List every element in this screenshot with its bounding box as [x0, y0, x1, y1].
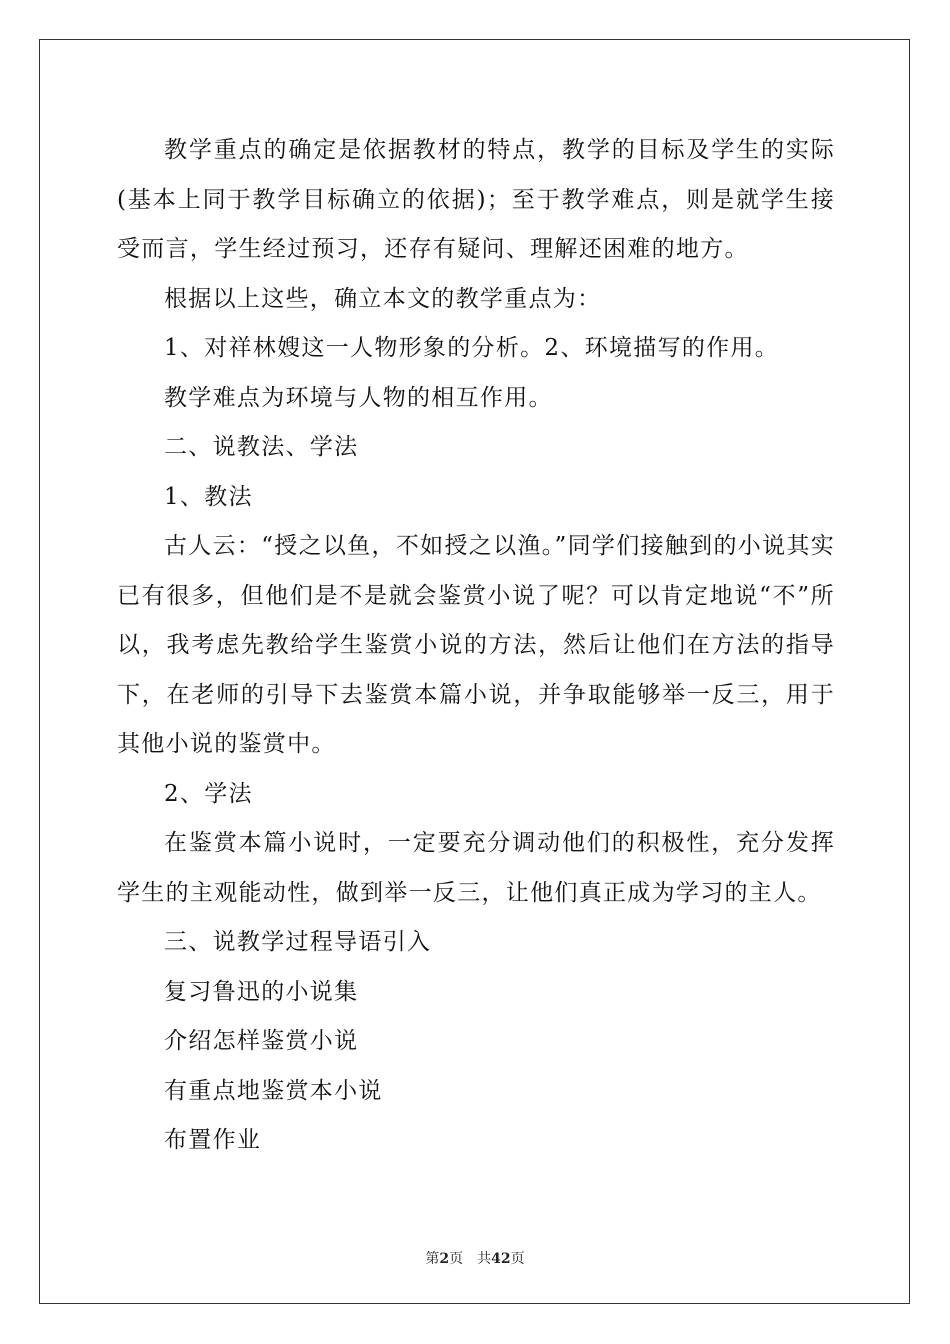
subsection-heading: 1、教法	[164, 483, 253, 510]
page-suffix: 页	[449, 1251, 464, 1267]
section-heading: 三、说教学过程导语引入	[164, 929, 432, 955]
list-item: 布置作业	[164, 1127, 262, 1153]
current-page-number: 2	[439, 1251, 450, 1267]
document-body	[117, 126, 835, 1166]
section-heading: 二、说教法、学法	[164, 434, 359, 460]
page-prefix: 第	[425, 1251, 440, 1267]
total-prefix: 共	[477, 1251, 492, 1267]
paragraph: 根据以上这些，确立本文的教学重点为：	[164, 285, 602, 312]
subsection-heading: 2、学法	[164, 780, 253, 807]
paragraph: 1、对祥林嫂这一人物形象的分析。2、环境描写的作用。	[164, 335, 780, 361]
list-item: 有重点地鉴赏本小说	[164, 1077, 383, 1104]
total-suffix: 页	[510, 1251, 525, 1267]
paragraph: 教学难点为环境与人物的相互作用。	[164, 384, 553, 411]
page-footer	[0, 1248, 950, 1268]
paragraph: 在鉴赏本篇小说时，一定要充分调动他们的积极性，充分发挥学生的主观能动性，做到举一反三，让他们真正成为学习的主人。	[117, 830, 835, 906]
total-pages-number: 42	[491, 1251, 511, 1267]
paragraph: 教学重点的确定是依据教材的特点，教学的目标及学生的实际(基本上同于教学目标确立的依据)；至于教学难点，则是就学生接受而言，学生经过预习，还存有疑问、理解还困难的地方。	[117, 137, 835, 262]
paragraph: 古人云：“授之以鱼，不如授之以渔。”同学们接触到的小说其实已有很多，但他们是不是就会鉴赏小说了呢？可以肯定地说“不”所以，我考虑先教给学生鉴赏小说的方法，然后让他们在方法的指导下，在老师的引导下去鉴赏本篇小说，并争取能够举一反三，用于其他小说的鉴赏中。	[117, 533, 835, 757]
list-item: 介绍怎样鉴赏小说	[164, 1028, 359, 1054]
list-item: 复习鲁迅的小说集	[164, 978, 359, 1005]
